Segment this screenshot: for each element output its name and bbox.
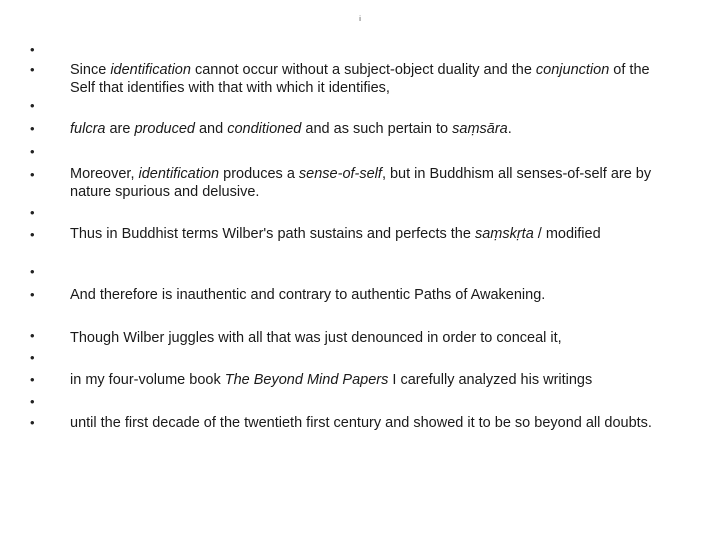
- italic-text-run: fulcra: [70, 121, 106, 137]
- bullet-marker: •: [30, 62, 35, 77]
- text-run: .: [507, 121, 512, 137]
- text-run: and as such pertain to: [301, 121, 453, 137]
- text-run: of the Self that identifies with that with which it identifies,: [70, 62, 650, 96]
- slide-title: i: [359, 16, 361, 23]
- bullet-item: [70, 414, 670, 432]
- text-run: and: [194, 121, 228, 137]
- text-run: until the first decade of the twentieth first century and showed it to be so beyond all doubts.: [70, 415, 652, 431]
- text-run: And therefore is inauthentic and contrary to authentic Paths of Awakening.: [70, 287, 546, 303]
- bullet-item: [70, 371, 670, 389]
- bullet-item: [70, 286, 670, 304]
- bullet-marker: •: [30, 205, 35, 220]
- bullet-marker: •: [30, 372, 35, 387]
- italic-text-run: conjunction: [535, 62, 610, 78]
- bullet-item: [70, 225, 670, 243]
- italic-text-run: saṃskṛta: [474, 226, 534, 242]
- bullet-marker: •: [30, 287, 35, 302]
- text-run: / modified: [533, 226, 601, 242]
- bullet-item: [70, 61, 670, 97]
- italic-text-run: produced: [134, 121, 195, 137]
- bullet-item: [70, 165, 670, 201]
- bullet-marker: •: [30, 415, 35, 430]
- bullet-marker: •: [30, 328, 35, 343]
- bullet-marker: •: [30, 350, 35, 365]
- italic-text-run: identification: [138, 166, 220, 182]
- bullet-marker: •: [30, 42, 35, 57]
- bullet-marker: •: [30, 394, 35, 409]
- bullet-marker: •: [30, 121, 35, 136]
- bullet-marker: •: [30, 144, 35, 159]
- text-run: in my four-volume book: [70, 372, 225, 388]
- bullet-item: [70, 120, 670, 138]
- italic-text-run: sense-of-self: [298, 166, 382, 182]
- text-run: Thus in Buddhist terms Wilber's path sustains and perfects the: [70, 226, 475, 242]
- text-run: Though Wilber juggles with all that was just denounced in order to conceal it,: [70, 330, 562, 346]
- italic-text-run: identification: [110, 62, 191, 78]
- text-run: Moreover,: [70, 166, 139, 182]
- italic-text-run: conditioned: [227, 121, 302, 137]
- italic-text-run: saṃsāra: [452, 121, 508, 137]
- text-run: I carefully analyzed his writings: [388, 372, 593, 388]
- italic-text-run: The Beyond Mind Papers: [224, 372, 389, 388]
- bullet-marker: •: [30, 264, 35, 279]
- text-run: produces a: [219, 166, 299, 182]
- bullet-item: [70, 329, 670, 347]
- text-run: cannot occur without a subject-object duality and the: [190, 62, 536, 78]
- bullet-marker: •: [30, 227, 35, 242]
- bullet-marker: •: [30, 167, 35, 182]
- bullet-marker: •: [30, 98, 35, 113]
- text-run: , but in Buddhism all senses-of-self are by nature spurious and delusive.: [70, 166, 652, 200]
- text-run: Since: [70, 62, 111, 78]
- text-run: are: [105, 121, 135, 137]
